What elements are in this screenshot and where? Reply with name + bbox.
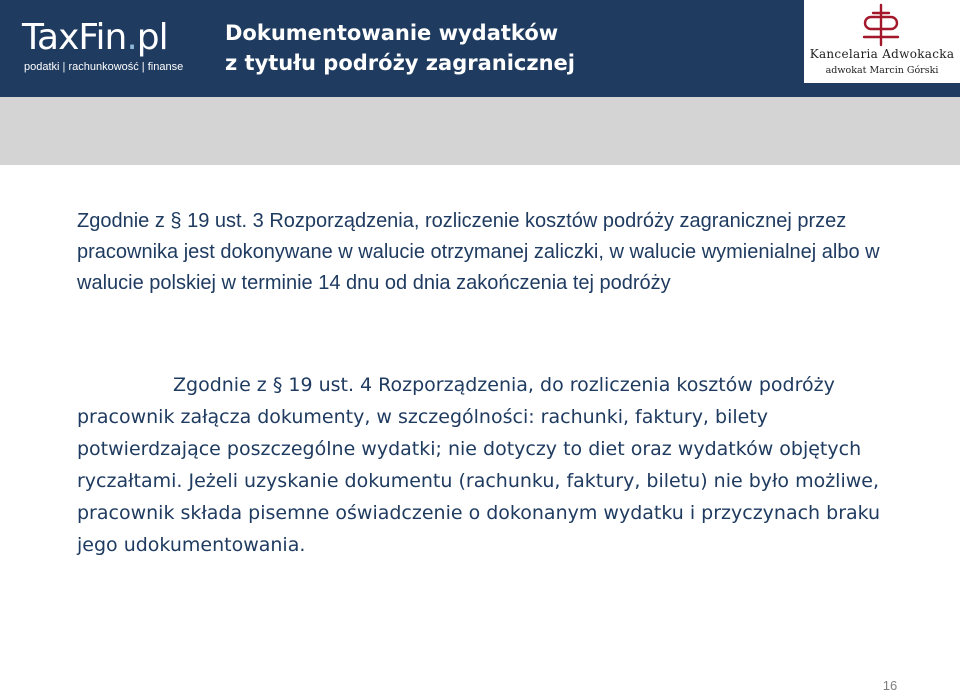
paragraph-2: [77, 369, 907, 561]
taxfin-wordmark: TaxFin.pl: [22, 17, 168, 58]
slide-title-line-2: z tytułu podróży zagranicznej: [225, 51, 575, 75]
taxfin-logo: [22, 18, 197, 80]
header-divider-band: [0, 97, 960, 165]
law-firm-logo: [804, 0, 960, 83]
law-firm-name: Kancelaria Adwokacka: [809, 47, 955, 61]
law-firm-emblem-icon: [856, 3, 906, 47]
page-number: 16: [882, 678, 898, 693]
law-firm-owner: adwokat Marcin Górski: [825, 65, 939, 76]
taxfin-tagline: podatki | rachunkowość | finanse: [24, 61, 184, 73]
slide-title-line-1: Dokumentowanie wydatków: [225, 21, 559, 45]
slide-title: [225, 18, 785, 78]
slide-header: [0, 0, 960, 97]
paragraph-1: Zgodnie z § 19 ust. 3 Rozporządzenia, rozliczenie kosztów podróży zagranicznej przez pracownika jest dokonywane w walucie otrzymanej zaliczki, w walucie wymienialnej albo w walucie polskiej w terminie 14 dnu od dnia zakończenia tej podróży: [77, 210, 880, 294]
paragraph-2-text: Zgodnie z § 19 ust. 4 Rozporządzenia, do rozliczenia kosztów podróży pracownik załącza dokumenty, w szczególności: rachunki, faktury, bilety potwierdzające poszczególne wydatki; nie dotyczy to diet oraz wydatków objętych ryczałtami. Jeżeli uzyskanie dokumentu (rachunku, faktury, biletu) nie było możliwe, pracownik składa pisemne oświadczenie o dokonanym wydatku i przyczynach braku jego udokumentowania.: [77, 374, 881, 556]
